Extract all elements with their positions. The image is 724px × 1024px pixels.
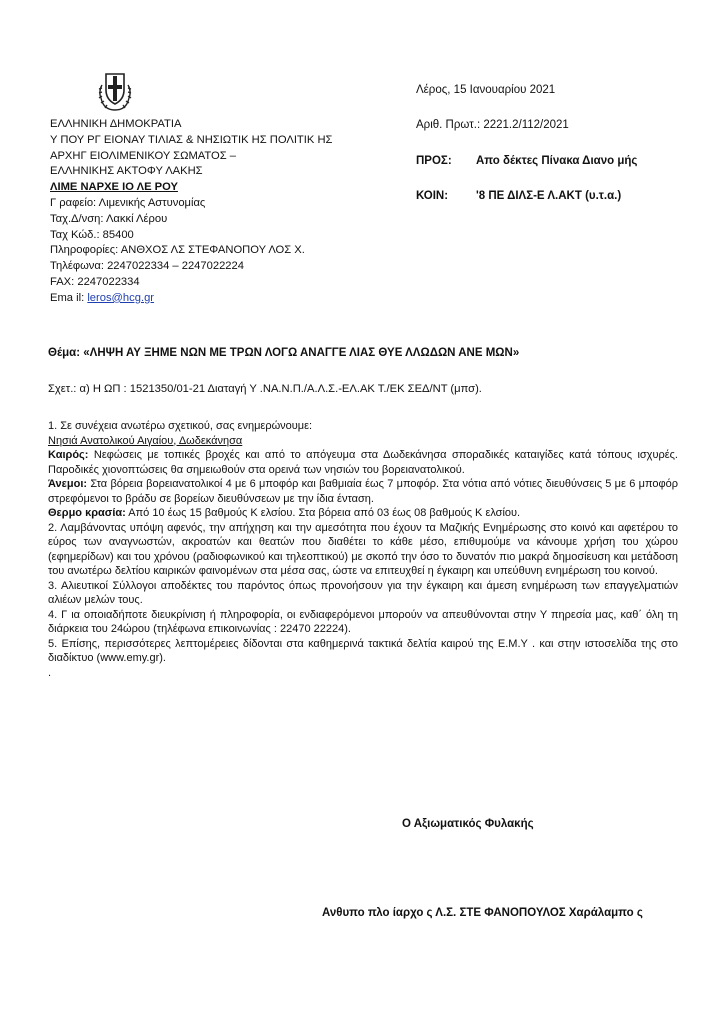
region-title	[48, 434, 678, 449]
paragraph-4: 4. Γ ια οποιαδήποτε διευκρίνιση ή πληροφορία, οι ενδιαφερόμενοι μπορούν να απευθύνονται στην Υ πηρεσία μας, καθ΄ όλη τη διάρκεια του 24ώρου (τηλέφωνα επικοινωνίας : 22470 22224).	[48, 608, 678, 635]
sender-block	[50, 117, 332, 307]
temperature-paragraph	[48, 506, 678, 521]
subject-line: Θέμα: «ΛΗΨΗ ΑΥ ΞΗΜΕ ΝΩΝ ΜΕ ΤΡΩΝ ΛΟΓΩ ΑΝΑΓΓΕ ΛΙΑΣ ΘΥΕ ΛΛΩΔΩΝ ΑΝΕ ΜΩΝ»	[48, 347, 520, 359]
sender-phones: Τηλέφωνα: 2247022334 – 2247022224	[50, 260, 244, 273]
temperature-label: Θερμο κρασία:	[48, 507, 126, 519]
reference-line: Σχετ.: α) Η ΩΠ : 1521350/01-21 Διαταγή Υ .ΝΑ.Ν.Π./Α.Λ.Σ.-ΕΛ.ΑΚ Τ./ΕΚ ΣΕΔ/ΝΤ (μπσ).	[48, 383, 482, 395]
region-name: Νησιά Ανατολικού Αιγαίου, Δωδεκάνησα	[48, 434, 243, 447]
paragraph-3: 3. Αλιευτικοί Σύλλογοι αποδέκτες του παρόντος όπως προνοήσουν για την έγκαιρη και άμεση ενημέρωση των επαγγελματιών αλιέων μελών τους.	[48, 579, 678, 606]
sender-address: Ταχ.Δ/νση: Λακκί Λέρου	[50, 212, 168, 225]
cc-value: '8 ΠΕ ΔΙΛΣ-Ε Λ.ΑΚΤ (υ.τ.α.)	[476, 190, 622, 202]
sender-line-hq: ΑΡΧΗΓ ΕΙΟΛΙΜΕΝΙΚΟΥ ΣΩΜΑΤΟΣ –	[50, 149, 236, 162]
sender-fax: FAX: 2247022334	[50, 275, 140, 288]
email-link[interactable]: leros@hcg.gr	[87, 291, 155, 304]
sender-office: ΛΙΜΕ ΝΑΡΧΕ ΙΟ ΛΕ ΡΟΥ	[50, 181, 178, 194]
sender-line-ministry: Υ ΠΟΥ ΡΓ ΕΙΟΝΑΥ ΤΙΛΙΑΣ & ΝΗΣΙΩΤΙΚ ΗΣ ΠΟΛΙΤΙΚ ΗΣ	[50, 133, 333, 146]
temperature-text: Από 10 έως 15 βαθμούς Κ ελσίου. Στα βόρεια από 03 έως 08 βαθμούς Κ ελσίου.	[128, 507, 521, 519]
sender-postcode: Ταχ Κώδ.: 85400	[50, 228, 134, 241]
greek-coat-of-arms-icon	[98, 70, 132, 112]
to-label: ΠΡΟΣ:	[416, 155, 452, 167]
protocol-number: Αριθ. Πρωτ.: 2221.2/112/2021	[416, 119, 569, 131]
sender-department: Γ ραφείο: Λιμενικής Αστυνομίας	[50, 196, 206, 209]
coat-of-arms-emblem	[98, 70, 132, 112]
wind-paragraph	[48, 477, 678, 506]
weather-paragraph	[48, 448, 678, 477]
to-value: Απο δέκτες Πίνακα Διανο μής	[476, 155, 638, 167]
body-main	[48, 419, 678, 680]
paragraph-2: 2. Λαμβάνοντας υπόψη αφενός, την απήχηση και την αμεσότητα που έχουν τα Μαζικής Ενημέρωσης στο κοινό και αφετέρου το εύρος των αναγνωστών, ακροατών και θεατών που διαθέτει το κάθε μέσο, επιθυμούμε να κάνουμε χρήση του χώρου (εφημερίδων) και του χρόνου (ραδιοφωνικού και τηλεοπτικού) με σκοπό την όσο το δυνατόν πιο μακρά δημοσίευση και μετάδοση του ανωτέρω δελτίου καιρικών φαινομένων στα μέσα σας, ώστε να επιτευχθεί η έγκαιρη και υπεύθυνη ενημέρωση του κοινού.	[48, 521, 678, 577]
place-date: Λέρος, 15 Ιανουαρίου 2021	[416, 84, 556, 96]
wind-label: Άνεμοι:	[48, 478, 88, 490]
weather-text: Νεφώσεις με τοπικές βροχές και από το απόγευμα στα Δωδεκάνησα σποραδικές καταιγίδες κατά τόπους ισχυρές. Παροδικές χιονοπτώσεις θα σημειωθούν στα ορεινά των νησιών του βορειανατολικού.	[48, 449, 678, 476]
paragraph-5: 5. Επίσης, περισσότερες λεπτομέρειες δίδονται στα καθημερινά τακτικά δελτία καιρού της Ε.Μ.Υ . και στην ιστοσελίδα της στο διαδίκτυο (www.emy.gr).	[48, 637, 678, 664]
signature-role: Ο Αξιωματικός Φυλακής	[402, 818, 534, 830]
sender-line-coastguard: ΕΛΛΗΝΙΚΗΣ ΑΚΤΟΦΥ ΛΑΚΗΣ	[50, 165, 203, 178]
wind-text: Στα βόρεια βορειανατολικοί 4 με 6 μποφόρ και βαθμιαία έως 7 μποφόρ. Στα νότια από νότιες διευθύνσεις 5 με 6 μποφόρ στρεφόμενοι το βράδυ σε βορείων διευθύνσεων με την ίδια ένταση.	[48, 478, 679, 505]
email-label: Ema il:	[50, 291, 85, 304]
cc-label: ΚΟΙΝ:	[416, 190, 449, 202]
weather-label: Καιρός:	[48, 449, 89, 461]
sender-line-country: ΕΛΛΗΝΙΚΗ ΔΗΜΟΚΡΑΤΙΑ	[50, 118, 182, 130]
signature-name: Ανθυπο πλο ίαρχο ς Λ.Σ. ΣΤΕ ΦΑΝΟΠΟΥΛΟΣ Χαράλαμπο ς	[322, 907, 643, 919]
sender-email-row	[50, 291, 332, 307]
sender-info: Πληροφορίες: ΑΝΘΧΟΣ ΛΣ ΣΤΕΦΑΝΟΠΟΥ ΛΟΣ Χ.	[50, 244, 305, 257]
trailing-dot: .	[48, 666, 52, 679]
paragraph-1-intro: 1. Σε συνέχεια ανωτέρω σχετικού, σας ενημερώνουμε:	[48, 420, 313, 432]
